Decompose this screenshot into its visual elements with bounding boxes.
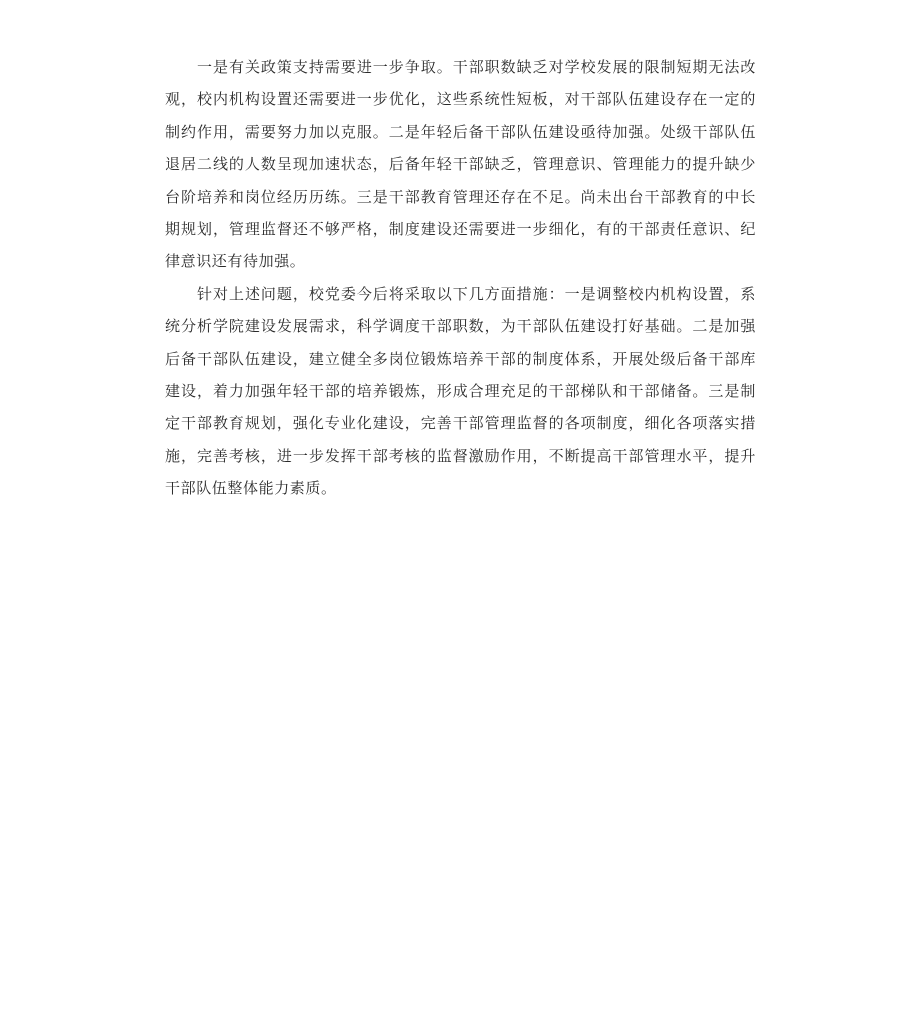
- paragraph-problems: 一是有关政策支持需要进一步争取。干部职数缺乏对学校发展的限制短期无法改观，校内机构设置还需要进一步优化，这些系统性短板，对干部队伍建设存在一定的制约作用，需要努力加以克服。二是年轻后备干部队伍建设亟待加强。处级干部队伍退居二线的人数呈现加速状态，后备年轻干部缺乏，管理意识、管理能力的提升缺少台阶培养和岗位经历历练。三是干部教育管理还存在不足。尚未出台干部教育的中长期规划，管理监督还不够严格，制度建设还需要进一步细化，有的干部责任意识、纪律意识还有待加强。: [165, 58, 756, 271]
- paragraph-measures: 针对上述问题，校党委今后将采取以下几方面措施：一是调整校内机构设置，系统分析学院建设发展需求，科学调度干部职数，为干部队伍建设打好基础。二是加强后备干部队伍建设，建立健全多岗位锻炼培养干部的制度体系，开展处级后备干部库建设，着力加强年轻干部的培养锻炼，形成合理充足的干部梯队和干部储备。三是制定干部教育规划，强化专业化建设，完善干部管理监督的各项制度，细化各项落实措施，完善考核，进一步发挥干部考核的监督激励作用，不断提高干部管理水平，提升干部队伍整体能力素质。: [165, 284, 756, 498]
- document-body: [165, 51, 756, 505]
